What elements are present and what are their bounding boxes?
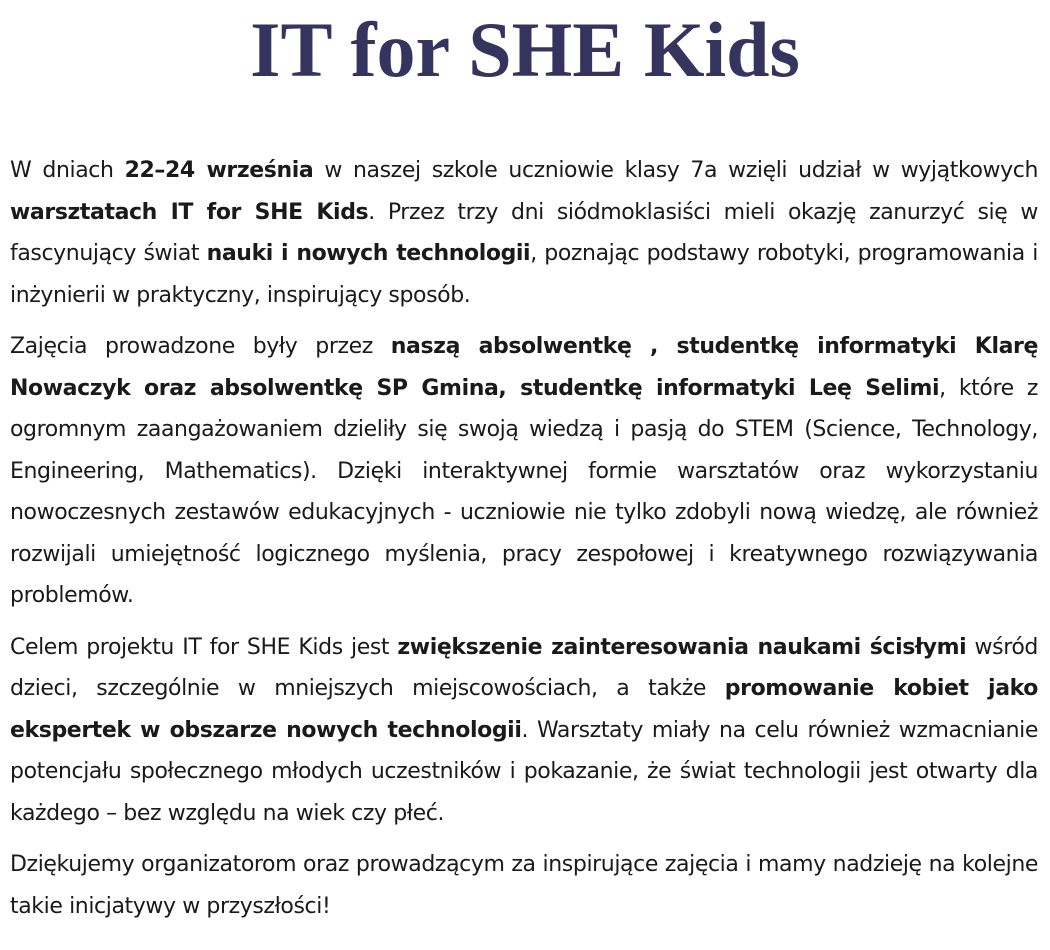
paragraph-1 — [10, 150, 1038, 316]
article-body — [10, 150, 1038, 937]
text-segment: w naszej szkole uczniowie klasy 7a wzięli udział w wyjątkowych — [313, 158, 1039, 183]
text-segment: Celem projektu IT for SHE Kids jest — [10, 634, 398, 660]
text-segment: , poznając podstawy robotyki, programowania i inżynierii w praktyczny, inspirujący sposób. — [10, 241, 1038, 308]
bold-text-segment: zwiększenie zainteresowania naukami ścisłymi — [397, 634, 967, 660]
text-segment: wśród dzieci, szczególnie w mniejszych miejscowościach, a także — [10, 634, 1038, 701]
text-segment: , które z ogromnym zaangażowaniem dzieliły się swoją wiedzą i pasją do STEM (Science, Technology, Engineering, Mathematics). Dzięki interaktywnej formie warsztatów oraz wykorzystaniu nowoczesnych zestawów edukacyjnych - uczniowie nie tylko zdobyli nową wiedzę, ale również rozwijali umiejętność logicznego myślenia, pracy zespołowej i kreatywnego rozwiązywania problemów. — [10, 375, 1038, 608]
text-segment: Dziękujemy organizatorom oraz prowadzącym za inspirujące zajęcia i mamy nadzieję na kolejne takie inicjatywy w przyszłości! — [10, 852, 1038, 919]
text-segment: . Przez trzy dni siódmoklasiści mieli okazję zanurzyć się w fascynujący świat — [10, 199, 1038, 266]
bold-text-segment: naszą absolwentkę , studentkę informatyki Klarę Nowaczyk oraz absolwentkę SP Gmina, studentkę informatyki Leę Selimi — [10, 334, 1039, 401]
text-segment: W dniach — [10, 158, 125, 183]
text-segment: . Warsztaty miały na celu również wzmacnianie potencjału społecznego młodych uczestników i pokazanie, że świat technologii jest otwarty dla każdego – bez względu na wiek czy płeć. — [10, 717, 1038, 826]
paragraph-3 — [10, 627, 1038, 835]
text-segment: Zajęcia prowadzone były przez — [10, 334, 391, 359]
bold-text-segment: promowanie kobiet jako ekspertek w obszarze nowych technologii — [10, 676, 1038, 743]
bold-text-segment: warsztatach IT for SHE Kids — [10, 199, 369, 225]
paragraph-2 — [10, 326, 1038, 617]
bold-text-segment: nauki i nowych technologii — [206, 241, 531, 266]
document-title: IT for SHE Kids — [250, 6, 800, 93]
bold-text-segment: 22–24 września — [124, 158, 314, 183]
paragraph-4 — [10, 844, 1038, 927]
